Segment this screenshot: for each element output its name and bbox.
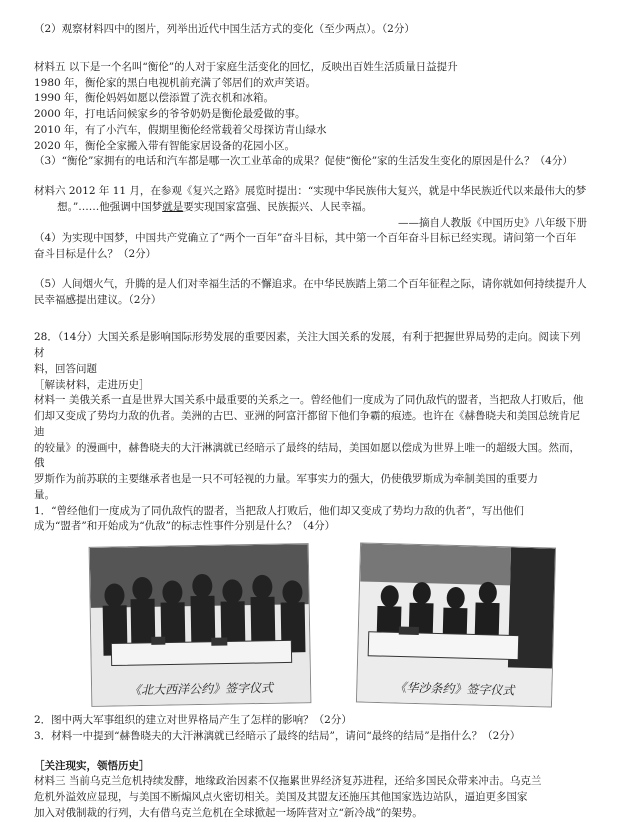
material1-line: 罗斯作为前苏联的主要继承者也是一只不可轻视的力量。军事实力的强大，仍使俄罗斯成为牵制美国的重要力 (34, 473, 538, 485)
material5-line: 1990 年，衡伦妈妈如愿以偿添置了洗衣机和冰箱。 (34, 92, 275, 105)
q28-sub1-line2: 成为“盟者”和开始成为“仇敌”的标志性事件分别是什么？（4分） (34, 520, 336, 533)
material5-line: 1980 年，衡伦家的黑白电视机前充满了邻居们的欢声笑语。 (34, 76, 317, 89)
q27-sub5-line2: 民幸福感提出建议。（2分） (34, 293, 162, 306)
material6-line2: 想。”……他强调中国梦就是要实现国家富强、民族振兴、人民幸福。 (57, 200, 373, 213)
material5-line: 2010 年，有了小汽车，假期里衡伦经常载着父母探访青山绿水 (34, 123, 327, 136)
q28-sub2: 2．图中两大军事组织的建立对世界格局产生了怎样的影响？（2分） (34, 714, 352, 726)
material5-line: 2000 年，打电话问候家乡的爷爷奶奶是衡伦最爱做的事。 (34, 108, 306, 120)
material3-line: 材料三 当前乌克兰危机持续发酵，地缘政治因素不仅拖累世界经济复苏进程，还给多国民众带来冲击。乌克兰 (34, 775, 542, 788)
warsaw-signing-photo (356, 542, 556, 707)
q27-sub4-line2: 奋斗目标是什么？（2分） (34, 248, 157, 260)
material6-line1: 材料六 2012 年 11 月，在参观《复兴之路》展览时提出：“实现中华民族伟大复兴，就是中华民族近代以来最伟大的梦 (34, 185, 587, 197)
q27-sub2: （2）观察材料四中的图片，列举出近代中国生活方式的变化（至少两点）。（2分） (34, 23, 415, 35)
section-title-interpret: ［解读材料，走进历史］ (34, 378, 150, 391)
nato-signing-photo (89, 543, 312, 707)
material6-source: ——摘自人教版《中国历史》八年级下册 (398, 216, 587, 229)
material1-line: 们却又变成了势均力敌的仇者。美洲的古巴、亚洲的阿富汗都留下他们争霸的痕迹。也许在《赫鲁晓夫和美国总统肯尼迪 (34, 410, 580, 438)
q28-sub3: 3．材料一中提到“赫鲁晓夫的大汗淋漓就已经暗示了最终的结局”，请问“最终的结局”是指什么？（2分） (34, 729, 521, 742)
nato-photo-caption: 《北大西洋公约》签字仪式 (128, 680, 274, 698)
q27-sub5-line1: （5）人间烟火气，升腾的是人们对幸福生活的不懈追求。在中华民族踏上第二个百年征程之际，请你就如何持续提升人 (34, 277, 587, 290)
material1-line: 材料一 美俄关系一直是世界大国关系中最重要的关系之一。曾经他们一度成为了同仇敌忾的盟者，当把敌人打败后，他 (34, 394, 584, 407)
q28-sub1-line1: 1．“曾经他们一度成为了同仇敌忾的盟者，当把敌人打败后，他们却又变成了势均力敌的仇者”，写出他们 (34, 504, 524, 517)
q27-sub3: （3）“衡伦”家拥有的电话和汽车都是哪一次工业革命的成果？促使“衡伦”家的生活发生变化的原因是什么？（4分） (34, 155, 573, 168)
warsaw-photo-caption: 《华沙条约》签字仪式 (394, 680, 515, 698)
material3-line: 加入对俄制裁的行列，大有借乌克兰危机在全球掀起一场阵营对立“新冷战”的架势。 (34, 806, 423, 819)
q27-sub4-line1: （4）为实现中国梦，中国共产党确立了“两个一百年”奋斗目标，其中第一个百年奋斗目标已经实现。请问第一个百年 (34, 232, 577, 245)
material1-line: 量。 (34, 488, 55, 501)
material3-line: 危机外溢效应显现，与美国不断煽风点火密切相关。美国及其盟友还施压其他国家选边站队，逼迫更多国家 (34, 791, 528, 803)
material1-line: 的较量》的漫画中，赫鲁晓夫的大汗淋漓就已经暗示了最终的结局，美国如愿以偿成为世界上唯一的超级大国。然而，俄 (34, 441, 580, 470)
q28-intro-line2: 料，回答问题 (34, 362, 97, 375)
material5-line: 2020 年，衡伦全家搬入带有智能家居设备的花园小区。 (34, 139, 296, 152)
photo-row (34, 541, 587, 709)
q28-intro-line1: 28．（14分）大国关系是影响国际形势发展的重要因素，关注大国关系的发展，有利于把握世界局势的走向。阅读下列材 (34, 331, 581, 359)
section-title-reality: ［关注现实，领悟历史］ (34, 759, 150, 772)
material5-intro: 材料五 以下是一个名叫“衡伦”的人对于家庭生活变化的回忆，反映出百姓生活质量日益提升 (34, 60, 458, 73)
